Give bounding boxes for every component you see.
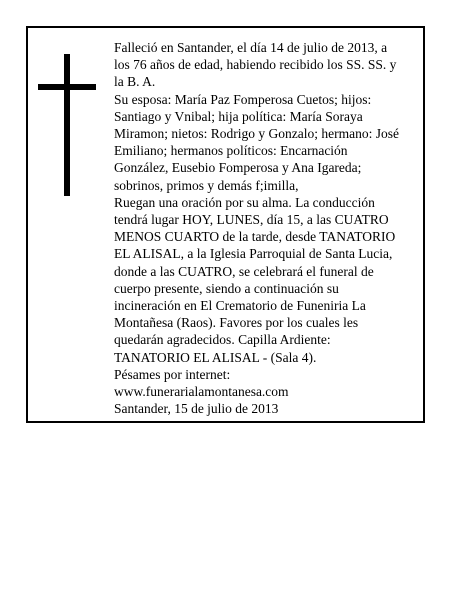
death-announcement: Falleció en Santander, el día 14 de julio de 2013, a los 76 años de edad, habiendo recibido los SS. SS. y la B. A. [114, 40, 397, 90]
obituary-text [114, 39, 404, 417]
family-members: Su esposa: María Paz Fomperosa Cuetos; hijos: Santiago y Vnibal; hija política: María Soraya Miramon; nietos: Rodrigo y Gonzalo; hermano: José Emiliano; hermanos políticos: Encarnación González, Eusebio Fomperosa y Ana Igareda; sobrinos, primos y demás f;imilla, [114, 91, 399, 193]
cross-horizontal-bar [38, 84, 96, 90]
cross-icon [38, 54, 96, 196]
condolences-website: Pésames por internet: www.funerarialamontanesa.com [114, 366, 289, 400]
cross-vertical-bar [64, 54, 70, 196]
place-and-date: Santander, 15 de julio de 2013 [114, 401, 279, 417]
funeral-details: Ruegan una oración por su alma. La conducción tendrá lugar HOY, LUNES, día 15, a las CUATRO MENOS CUARTO de la tarde, desde TANATORIO EL ALISAL, a la Iglesia Parroquial de Santa Lucia, donde a las CUATRO, se celebrará el funeral de cuerpo presente, siendo a continuación su incineración en El Crematorio de Funeniria La Montañesa (Raos). Favores por los cuales les quedarán agradecidos. Capilla Ardiente: TANATORIO EL ALISAL - (Sala 4). [114, 194, 396, 365]
